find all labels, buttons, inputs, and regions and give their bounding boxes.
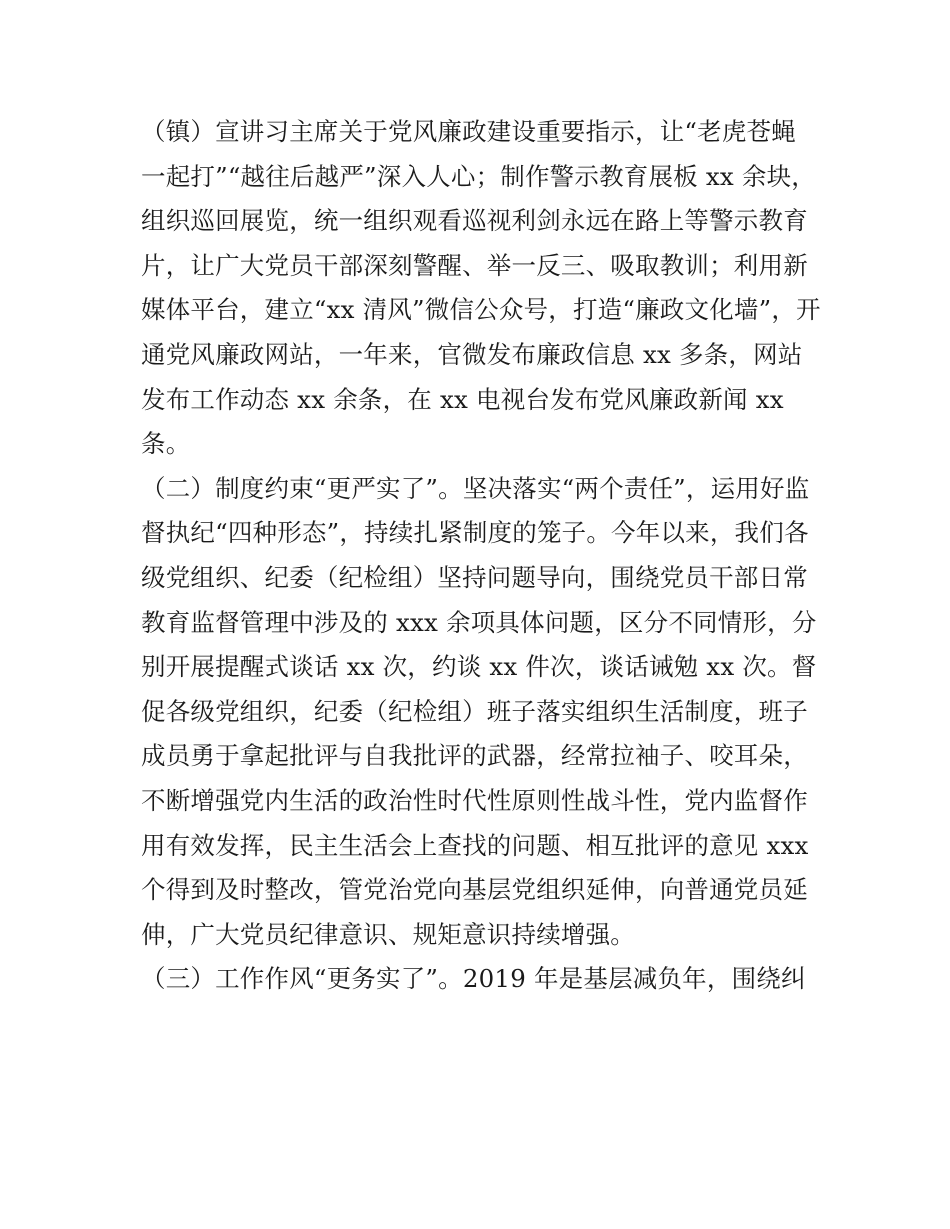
text-line: 组织巡回展览，统一组织观看巡视利剑永远在路上等警示教育 (141, 206, 808, 236)
text-line: 级党组织、纪委（纪检组）坚持问题导向，围绕党员干部日常 (141, 562, 808, 592)
text-line: 用有效发挥，民主生活会上查找的问题、相互批评的意见 xxx (141, 830, 809, 860)
body-text (141, 110, 821, 1002)
text-line: 别开展提醒式谈话 xx 次，约谈 xx 件次，谈话诫勉 xx 次。督 (141, 652, 817, 682)
text-line: 不断增强党内生活的政治性时代性原则性战斗性，党内监督作 (141, 785, 808, 815)
text-line: 促各级党组织，纪委（纪检组）班子落实组织生活制度，班子 (141, 696, 808, 726)
text-line: 成员勇于拿起批评与自我批评的武器，经常拉袖子、咬耳朵， (141, 741, 808, 771)
text-line: 通党风廉政网站，一年来，官微发布廉政信息 xx 多条，网站 (141, 339, 803, 369)
text-line: 媒体平台，建立“xx 清风”微信公众号，打造“廉政文化墙”，开 (141, 295, 821, 325)
text-line: 发布工作动态 xx 余条，在 xx 电视台发布党风廉政新闻 xx (141, 384, 784, 414)
section-heading-line: （二）制度约束“更严实了”。坚决落实“两个责任”，运用好监 (141, 473, 810, 503)
text-line: 一起打”“越往后越严”深入人心；制作警示教育展板 xx 余块， (141, 161, 816, 191)
section-heading-line: （三）工作作风“更务实了”。2019 年是基层减负年，围绕纠 (141, 964, 806, 994)
text-line: 督执纪“四种形态”，持续扎紧制度的笼子。今年以来，我们各 (141, 518, 809, 548)
text-line: 伸，广大党员纪律意识、规矩意识持续增强。 (141, 919, 635, 949)
text-line: 片，让广大党员干部深刻警醒、举一反三、吸取教训；利用新 (141, 250, 808, 280)
text-line: 个得到及时整改，管党治党向基层党组织延伸，向普通党员延 (141, 875, 808, 905)
text-line: 教育监督管理中涉及的 xxx 余项具体问题，区分不同情形，分 (141, 607, 817, 637)
text-line: 条。 (141, 429, 191, 459)
text-line: （镇）宣讲习主席关于党风廉政建设重要指示，让“老虎苍蝇 (141, 117, 796, 146)
